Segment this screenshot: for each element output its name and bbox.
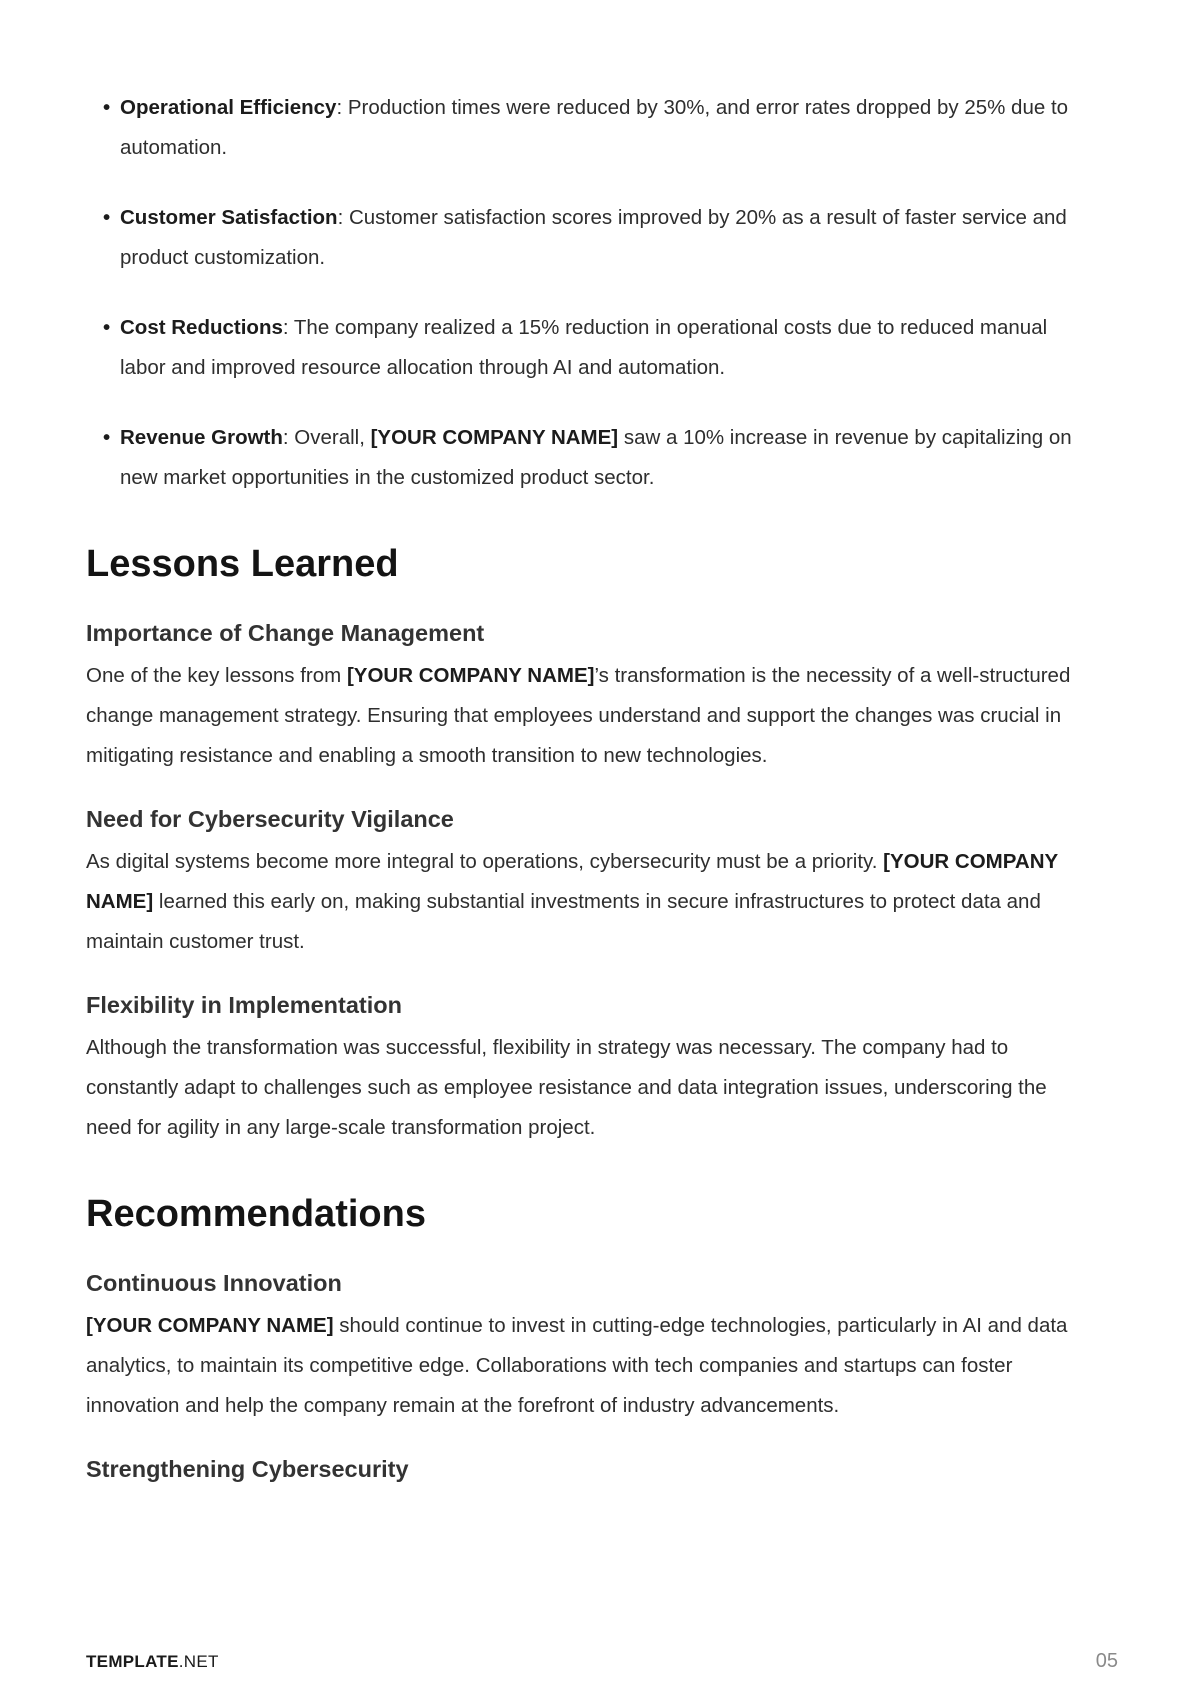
- section-title-lessons: Lessons Learned: [86, 543, 399, 585]
- paragraph-continuous-innovation: [YOUR COMPANY NAME] should continue to invest in cutting-edge technologies, particularly in AI and data analytics, to maintain its competitive edge. Collaborations with tech companies and startups can foster innovation and help the company remain at the forefront of industry advancements.: [86, 1314, 1068, 1417]
- section-title-recommendations: Recommendations: [86, 1193, 426, 1235]
- company-placeholder: [YOUR COMPANY NAME]: [346, 664, 595, 687]
- subheading-flexibility: Flexibility in Implementation: [86, 992, 402, 1018]
- bullet-term: Operational Efficiency: [120, 96, 337, 119]
- bullet-text: : The company realized a 15% reduction in operational costs due to reduced manual labor and improved resource allocation through AI and automation.: [120, 316, 1048, 379]
- bullet-icon: •: [103, 96, 111, 119]
- bullet-term: Cost Reductions: [120, 316, 283, 339]
- company-placeholder: [YOUR COMPANY NAME]: [86, 850, 1058, 913]
- paragraph-change-management: One of the key lessons from [YOUR COMPANY NAME]’s transformation is the necessity of a well-structured change management strategy. Ensuring that employees understand and support the changes was crucial in mitigating resistance and enabling a smooth transition to new technologies.: [86, 664, 1071, 767]
- results-list: [86, 88, 1094, 498]
- bullet-text-pre: : Overall,: [282, 426, 371, 449]
- paragraph-cybersecurity-vigilance: As digital systems become more integral to operations, cybersecurity must be a priority. [YOUR COMPANY NAME] learned this early on, making substantial investments in secure infrastructures to protect data and maintain customer trust.: [86, 850, 1058, 953]
- bullet-icon: •: [103, 426, 111, 449]
- bullet-icon: •: [103, 316, 111, 339]
- page-number: 05: [1095, 1650, 1118, 1672]
- bullet-icon: •: [103, 206, 111, 229]
- subheading-strengthening-cybersecurity: Strengthening Cybersecurity: [86, 1456, 409, 1482]
- list-item: [86, 88, 1094, 168]
- subheading-cybersecurity-vigilance: Need for Cybersecurity Vigilance: [86, 806, 454, 832]
- company-placeholder: [YOUR COMPANY NAME]: [370, 426, 619, 449]
- list-item: [86, 198, 1094, 278]
- bullet-text-post: saw a 10% increase in revenue by capitalizing on new market opportunities in the customized product sector.: [120, 426, 1072, 489]
- list-item: [86, 418, 1094, 498]
- bullet-term: Customer Satisfaction: [120, 206, 338, 229]
- subheading-continuous-innovation: Continuous Innovation: [86, 1270, 342, 1296]
- bullet-term: Revenue Growth: [120, 426, 283, 449]
- bullet-text: : Production times were reduced by 30%, and error rates dropped by 25% due to automation.: [120, 96, 1069, 159]
- subheading-change-management: Importance of Change Management: [86, 620, 485, 646]
- bullet-text: : Customer satisfaction scores improved by 20% as a result of faster service and product customization.: [120, 206, 1067, 269]
- page-footer: [86, 1650, 1118, 1673]
- paragraph-flexibility: Although the transformation was successful, flexibility in strategy was necessary. The company had to constantly adapt to challenges such as employee resistance and data integration issues, underscoring the need for agility in any large-scale transformation project.: [86, 1036, 1047, 1139]
- company-placeholder: [YOUR COMPANY NAME]: [86, 1314, 334, 1337]
- list-item: [86, 308, 1094, 388]
- brand-logo[interactable]: TEMPLATE.NET: [86, 1651, 219, 1671]
